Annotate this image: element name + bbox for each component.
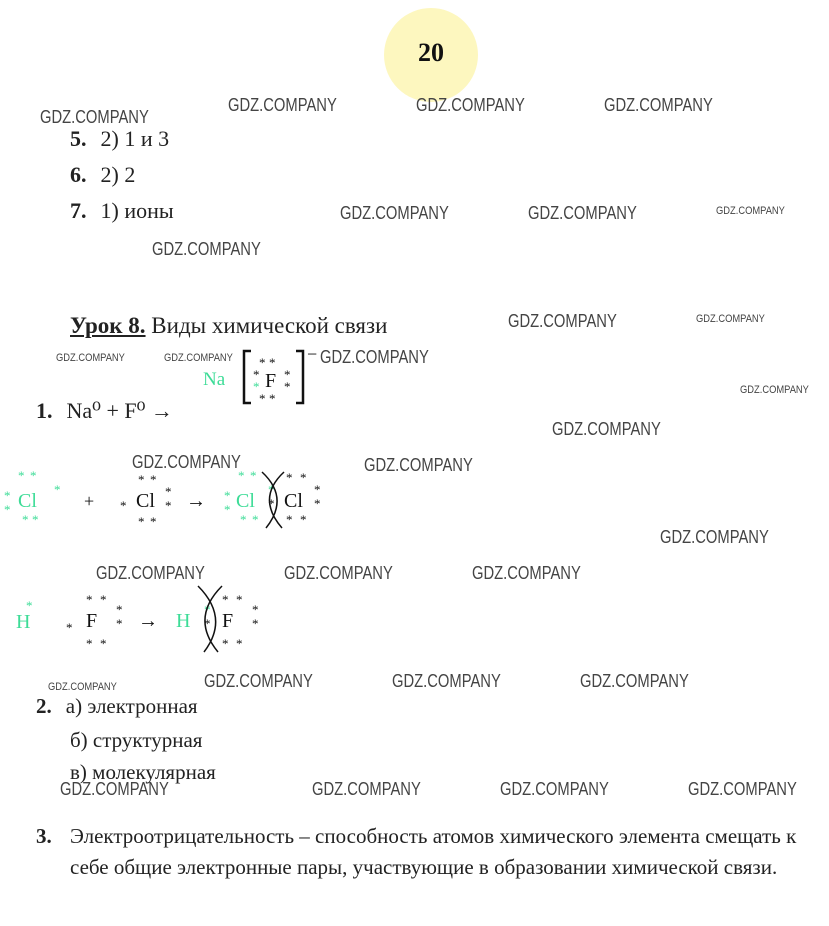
svg-text:*: * xyxy=(150,514,157,529)
watermark: GDZ.COMPANY xyxy=(152,239,261,259)
svg-text:*: * xyxy=(116,616,123,631)
svg-text:*: * xyxy=(252,602,259,617)
svg-text:*: * xyxy=(30,468,37,483)
svg-text:*: * xyxy=(150,472,157,487)
na-symbol: Na xyxy=(203,369,226,390)
svg-text:*: * xyxy=(268,482,275,497)
svg-text:*: * xyxy=(269,391,276,406)
watermark: GDZ.COMPANY xyxy=(60,779,169,799)
task2-item: в) молекулярная xyxy=(70,760,216,784)
svg-text:*: * xyxy=(204,616,211,631)
svg-text:*: * xyxy=(120,498,127,513)
svg-text:*: * xyxy=(54,482,61,497)
svg-text:*: * xyxy=(224,488,231,503)
f-symbol: F xyxy=(222,610,234,632)
watermark: GDZ.COMPANY xyxy=(716,205,785,217)
answer-text: 2) 2 xyxy=(100,162,136,187)
watermark: GDZ.COMPANY xyxy=(40,107,149,127)
arrow: → xyxy=(186,490,206,512)
svg-text:*: * xyxy=(4,488,11,503)
answer-text: 2) 1 и 3 xyxy=(100,126,170,151)
svg-text:*: * xyxy=(222,636,229,651)
watermark: GDZ.COMPANY xyxy=(56,352,125,364)
answer-item xyxy=(70,126,169,152)
svg-text:*: * xyxy=(284,367,291,382)
watermark: GDZ.COMPANY xyxy=(340,203,449,223)
h-symbol: H xyxy=(16,611,31,633)
watermark: GDZ.COMPANY xyxy=(552,419,661,439)
f-symbol: F xyxy=(265,370,277,392)
svg-text:*: * xyxy=(269,355,276,370)
watermark: GDZ.COMPANY xyxy=(416,95,525,115)
watermark: GDZ.COMPANY xyxy=(696,313,765,325)
watermark: GDZ.COMPANY xyxy=(364,455,473,475)
svg-text:*: * xyxy=(4,502,11,517)
svg-text:*: * xyxy=(204,602,211,617)
f-symbol: F xyxy=(86,610,98,632)
watermark: GDZ.COMPANY xyxy=(48,681,117,693)
svg-text:*: * xyxy=(116,602,123,617)
watermark: GDZ.COMPANY xyxy=(392,671,501,691)
watermark: GDZ.COMPANY xyxy=(132,452,241,472)
cl-symbol: Cl xyxy=(284,490,303,512)
svg-text:*: * xyxy=(259,391,266,406)
svg-text:*: * xyxy=(236,636,243,651)
ion-charge: − xyxy=(307,345,318,364)
plus-sign: + xyxy=(84,491,95,511)
svg-text:*: * xyxy=(100,592,107,607)
svg-text:*: * xyxy=(314,482,321,497)
watermark: GDZ.COMPANY xyxy=(320,347,429,367)
svg-text:*: * xyxy=(300,512,307,527)
cl-symbol: Cl xyxy=(236,490,255,512)
watermark: GDZ.COMPANY xyxy=(508,311,617,331)
task2-item: б) структурная xyxy=(70,728,203,752)
watermark: GDZ.COMPANY xyxy=(740,384,809,396)
svg-text:*: * xyxy=(138,472,145,487)
svg-text:*: * xyxy=(314,496,321,511)
svg-text:*: * xyxy=(286,512,293,527)
svg-text:*: * xyxy=(300,470,307,485)
svg-text:*: * xyxy=(252,616,259,631)
svg-text:*: * xyxy=(224,502,231,517)
task2-item: а) электронная xyxy=(65,694,198,718)
task2-line xyxy=(36,694,198,719)
svg-text:*: * xyxy=(253,379,260,394)
watermark: GDZ.COMPANY xyxy=(472,563,581,583)
task2-number: 2. xyxy=(36,694,52,718)
page-number: 20 xyxy=(418,38,444,67)
arrow: → xyxy=(138,610,158,632)
svg-text:*: * xyxy=(32,512,39,527)
cl-symbol: Cl xyxy=(18,490,37,512)
watermark: GDZ.COMPANY xyxy=(500,779,609,799)
cl2-covalent-diagram xyxy=(0,466,335,530)
watermark: GDZ.COMPANY xyxy=(164,352,233,364)
answer-text: 1) ионы xyxy=(100,198,174,223)
task1-line xyxy=(36,398,173,424)
svg-text:*: * xyxy=(138,514,145,529)
watermark: GDZ.COMPANY xyxy=(528,203,637,223)
watermark: GDZ.COMPANY xyxy=(228,95,337,115)
svg-text:*: * xyxy=(165,498,172,513)
svg-text:*: * xyxy=(86,636,93,651)
hf-covalent-diagram xyxy=(0,582,275,656)
svg-text:*: * xyxy=(66,620,73,635)
task3-definition: Электроотрицательность – способность атомов химического элемента смещать к себе общие электронные пары, участвующие в образовании химической связи. xyxy=(70,824,797,879)
watermark: GDZ.COMPANY xyxy=(580,671,689,691)
lesson-label: Урок 8. xyxy=(70,313,146,338)
task3-number: 3. xyxy=(36,824,52,848)
naf-ionic-diagram xyxy=(195,345,325,407)
answer-number: 7. xyxy=(70,198,87,223)
svg-text:*: * xyxy=(284,379,291,394)
watermark: GDZ.COMPANY xyxy=(312,779,421,799)
svg-text:*: * xyxy=(100,636,107,651)
watermark: GDZ.COMPANY xyxy=(604,95,713,115)
svg-text:*: * xyxy=(18,468,25,483)
lesson-heading xyxy=(70,313,387,339)
h-symbol: H xyxy=(176,610,191,632)
svg-text:*: * xyxy=(165,484,172,499)
answer-number: 6. xyxy=(70,162,87,187)
svg-text:*: * xyxy=(236,592,243,607)
svg-text:*: * xyxy=(86,592,93,607)
lesson-title: Виды химической связи xyxy=(151,313,388,338)
svg-text:*: * xyxy=(22,512,29,527)
svg-text:*: * xyxy=(286,470,293,485)
svg-text:*: * xyxy=(253,367,260,382)
watermark: GDZ.COMPANY xyxy=(96,563,205,583)
svg-text:*: * xyxy=(252,512,259,527)
svg-text:*: * xyxy=(268,496,275,511)
watermark: GDZ.COMPANY xyxy=(660,527,769,547)
task1-equation: Na⁰ + F⁰ → xyxy=(66,398,173,423)
task1-number: 1. xyxy=(36,398,53,423)
answer-item xyxy=(70,198,174,224)
svg-text:*: * xyxy=(240,512,247,527)
svg-text:*: * xyxy=(26,598,33,613)
svg-text:*: * xyxy=(250,468,257,483)
watermark: GDZ.COMPANY xyxy=(688,779,797,799)
svg-text:*: * xyxy=(238,468,245,483)
answer-number: 5. xyxy=(70,126,87,151)
answer-item xyxy=(70,162,135,188)
watermark: GDZ.COMPANY xyxy=(204,671,313,691)
cl-symbol: Cl xyxy=(136,490,155,512)
watermark: GDZ.COMPANY xyxy=(284,563,393,583)
svg-text:*: * xyxy=(259,355,266,370)
svg-text:*: * xyxy=(222,592,229,607)
